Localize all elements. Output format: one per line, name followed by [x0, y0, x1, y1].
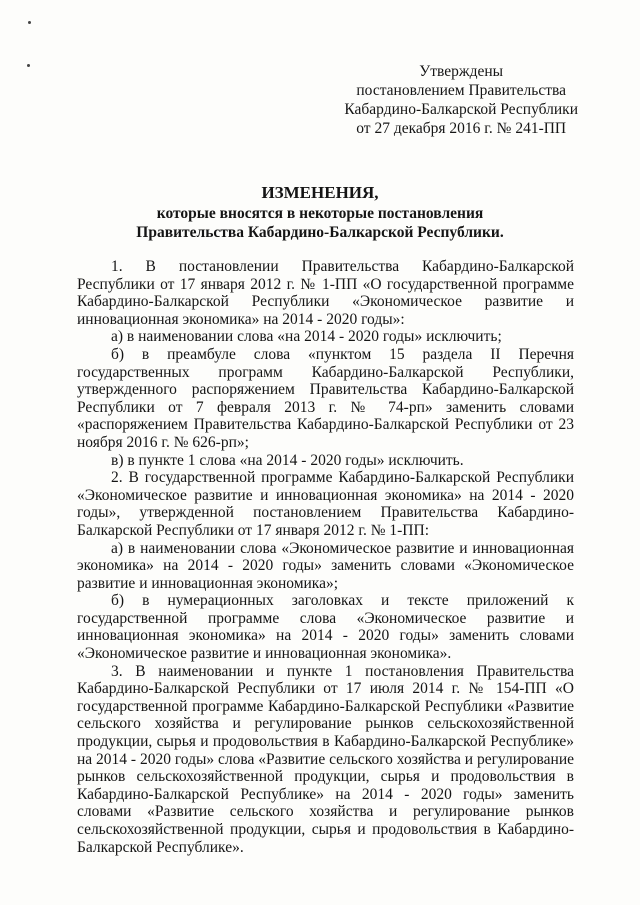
document-body [77, 258, 574, 856]
document-title [70, 183, 570, 242]
paragraph-2b: б) в нумерационных заголовках и тексте приложений к государственной программе слова «Экономическое развитие и инновационная экономика» на 2014 - 2020 годы» заменить словами «Экономическое развитие и инновационная экономика». [77, 592, 574, 663]
approval-line-2: постановлением Правительства [356, 82, 567, 99]
title-subtitle-line-1: которые вносятся в некоторые постановления [156, 205, 484, 222]
paragraph-3: 3. В наименовании и пункте 1 постановления Правительства Кабардино-Балкарской Республики от 17 июля 2014 г. № 154-ПП «О государственной программе Кабардино-Балкарской Республики «Развитие сельского хозяйства и регулирование рынков сельскохозяйственной продукции, сырья и продовольствия в Кабардино-Балкарской Республике» на 2014 - 2020 годы» слова «Развитие сельского хозяйства и регулирование рынков сельскохозяйственной продукции, сырья и продовольствия в Кабардино-Балкарской Республике» на 2014 - 2020 годы» заменить словами «Развитие сельского хозяйства и регулирование рынков сельскохозяйственной продукции, сырья и продовольствия в Кабардино-Балкарской Республике». [77, 662, 574, 856]
scan-speck [28, 21, 31, 24]
paragraph-1a: а) в наименовании слова «на 2014 - 2020 годы» исключить; [111, 328, 502, 346]
approval-line-4: от 27 декабря 2016 г. № 241-ПП [356, 120, 567, 137]
title-main: ИЗМЕНЕНИЯ, [261, 183, 379, 202]
paragraph-1: 1. В постановлении Правительства Кабардино-Балкарской Республики от 17 января 2012 г. № 1-ПП «О государственной программе Кабардино-Балкарской Республики «Экономическое развитие и инновационная экономика» на 2014 - 2020 годы»: [77, 258, 574, 328]
approval-line-1: Утверждены [419, 63, 504, 80]
scan-speck [27, 64, 30, 67]
approval-line-3: Кабардино-Балкарской Республики [344, 101, 578, 118]
paragraph-2: 2. В государственной программе Кабардино-Балкарской Республики «Экономическое развитие и инновационная экономика» на 2014 - 2020 годы», утвержденной постановлением Правительства Кабардино-Балкарской Республики от 17 января 2012 г. № 1-ПП: [77, 469, 574, 539]
paragraph-2a: а) в наименовании слова «Экономическое развитие и инновационная экономика» на 2014 - 2020 годы» заменить словами «Экономическое развитие и инновационная экономика»; [77, 539, 574, 592]
approval-stamp [344, 62, 578, 138]
title-subtitle-line-2: Правительства Кабардино-Балкарской Республики. [136, 224, 504, 241]
paragraph-1c: в) в пункте 1 слова «на 2014 - 2020 годы» исключить. [111, 451, 464, 469]
paragraph-1b: б) в преамбуле слова «пунктом 15 раздела II Перечня государственных программ Кабардино-Балкарской Республики, утвержденного распоряжением Правительства Кабардино-Балкарской Республики от 7 февраля 2013 г. № 74-рп» заменить словами «распоряжением Правительства Кабардино-Балкарской Республики от 23 ноября 2016 г. № 626-рп»; [77, 345, 574, 451]
